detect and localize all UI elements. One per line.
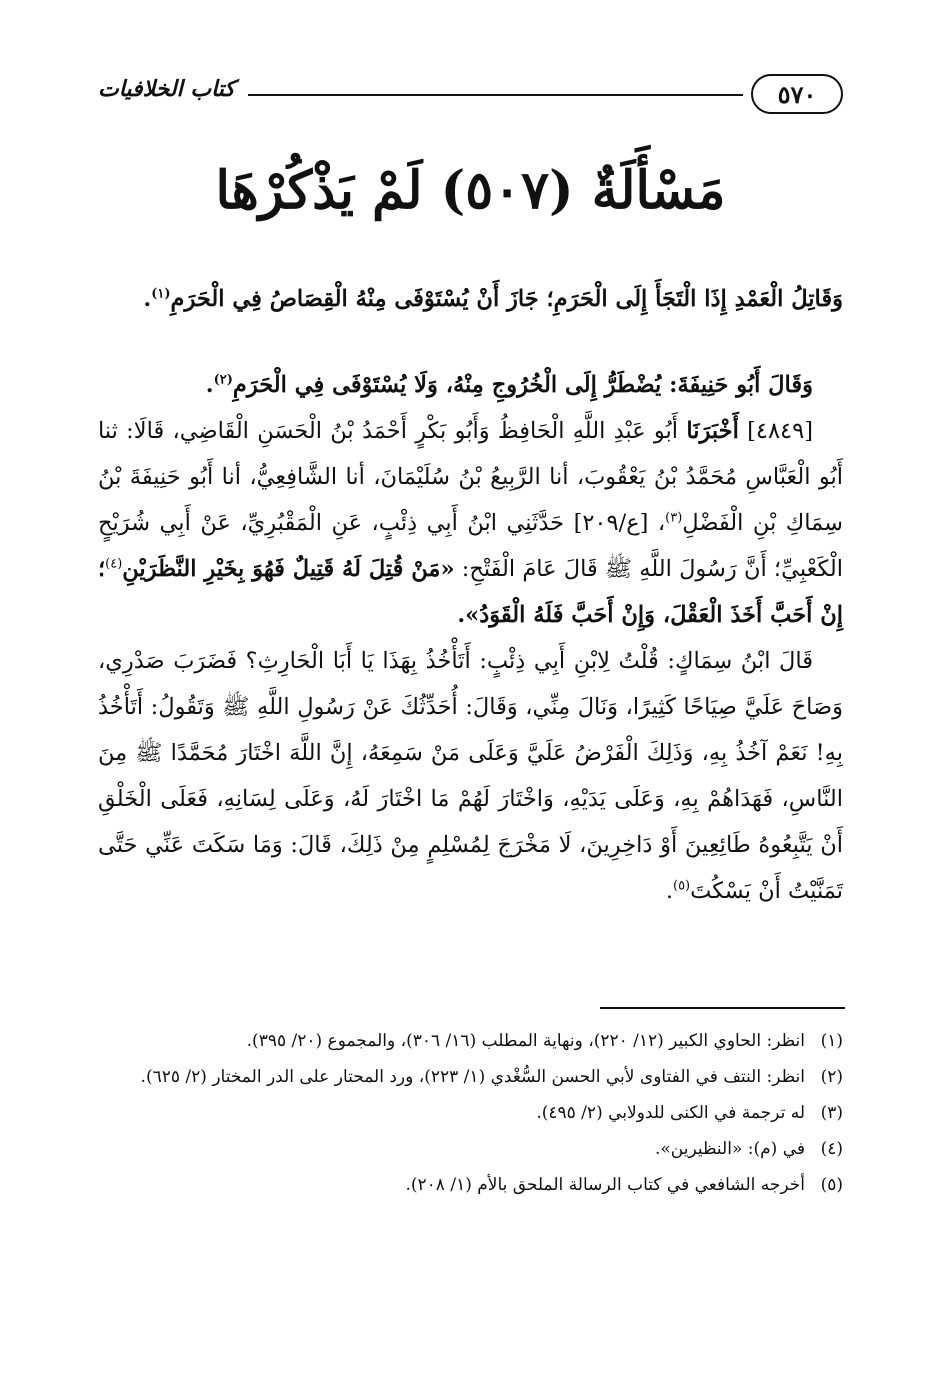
footnote-number: (١) [820,1031,843,1051]
footnote-item [98,1098,843,1129]
footnote-text: انظر: النتف في الفتاوى لأبي الحسن السُّغْدي (١/ ٢٢٣)، ورد المحتار على الدر المختار (٢/ ٦٢٥). [140,1067,805,1087]
footnote-text: أخرجه الشافعي في كتاب الرسالة الملحق بالأم (١/ ٢٠٨). [405,1175,805,1195]
isnad-part-1: أَبُو عَبْدِ اللَّهِ الْحَافِظُ وَأَبُو بَكْرٍ أَحْمَدُ بْنُ الْحَسَنِ الْقَاضِي، قَالَا: ثنا أَبُو الْعَبَّاسِ مُحَمَّدُ بْنُ يَعْقُوبَ، أنا الرَّبِيعُ بْنُ سُلَيْمَانَ، أنا الشَّافِعِيُّ، أنا أَبُو حَنِيفَةَ بْنُ سِمَاكِ بْنِ الْفَضْلِ [98,418,843,536]
footnote-number: (٤) [820,1139,843,1159]
footnote-divider [600,1007,845,1009]
footnote-number: (٢) [820,1067,843,1087]
footnote-number: (٣) [820,1103,843,1123]
narration-text: قَالَ ابْنُ سِمَاكٍ: قُلْتُ لِابْنِ أَبِي ذِئْبٍ: أَتَأْخُذُ بِهَذَا يَا أَبَا الْحَارِثِ؟ فَضَرَبَ صَدْرِي، وَصَاحَ عَلَيَّ صِيَاحًا كَثِيرًا، وَنَالَ مِنِّي، وَقَالَ: أُحَدِّثُكَ عَنْ رَسُولِ اللَّهِ ﷺ وَتَقُولُ: أَتَأْخُذُ بِهِ! نَعَمْ آخُذُ بِهِ، وَذَلِكَ الْفَرْضُ عَلَيَّ وَعَلَى مَنْ سَمِعَهُ، إِنَّ اللَّهَ اخْتَارَ مُحَمَّدًا ﷺ مِنَ النَّاسِ، فَهَدَاهُمْ بِهِ، وَعَلَى يَدَيْهِ، وَاخْتَارَ لَهُمْ مَا اخْتَارَ لَهُ، وَعَلَى لِسَانِهِ، فَعَلَى الْخَلْقِ أَنْ يَتَّبِعُوهُ طَائِعِينَ أَوْ دَاخِرِينَ، لَا مَخْرَجَ لِمُسْلِمٍ مِنْ ذَلِكَ، قَالَ: وَمَا سَكَتَ عَنِّي حَتَّى تَمَنَّيْتُ أَنْ يَسْكُتَ [98,648,843,904]
issue-statement [98,276,843,322]
chapter-title: مَسْأَلَةٌ (٥٠٧) لَمْ يَذْكُرْهَا [215,160,726,221]
page-number: ٥٧٠ [777,79,817,109]
main-text [98,276,843,914]
narration-end: . [665,878,673,904]
manuscript-ref: ، [ع/٢٠٩] [573,510,666,536]
issue-statement-end: . [143,286,152,312]
footnote-item [98,1134,843,1165]
abu-hanifa-end: . [205,372,214,398]
footnote-ref-4: (٤) [105,556,123,572]
book-title: كتاب الخلافيات [98,76,235,102]
isnad-part-2: حَدَّثَنِي ابْنُ أَبِي ذِئْبٍ، عَنِ الْمَقْبُرِيِّ، عَنْ أَبِي شُرَيْحٍ الْكَعْبِيِّ؛ أَنَّ رَسُولَ اللَّهِ ﷺ قَالَ عَامَ الْفَتْحِ: [98,510,844,582]
hadith-text: «مَنْ قُتِلَ لَهُ قَتِيلٌ فَهُوَ بِخَيْرِ النَّظَرَيْنِ [122,556,455,582]
hadith-paragraph [98,408,843,638]
footnote-ref-1: (١) [151,286,171,302]
page-number-badge [751,74,843,114]
footnote-text: في (م): «النظيرين». [655,1139,805,1159]
footnote-item [98,1062,843,1093]
paragraph-gap [98,322,843,362]
footnote-ref-2: (٢) [213,372,233,388]
footnote-text: انظر: الحاوي الكبير (١٢/ ٢٢٠)، ونهاية المطلب (١٦/ ٣٠٦)، والمجموع (٢٠/ ٣٩٥). [246,1031,805,1051]
footnotes [98,1026,843,1206]
header-divider [248,94,743,96]
hadith-text-end: ؛ إِنْ أَحَبَّ أَخَذَ الْعَقْلَ، وَإِنْ أَحَبَّ فَلَهُ الْقَوَدُ». [98,556,843,628]
akhbarana-word: أَخْبَرَنَا [686,418,739,444]
hadith-number: [٤٨٤٩] [747,418,814,444]
abu-hanifa-opinion [98,362,843,408]
footnote-ref-5: (٥) [672,878,691,894]
footnote-ref-3: (٣) [665,510,683,526]
footnote-item [98,1026,843,1057]
issue-statement-text: وَقَاتِلُ الْعَمْدِ إِذَا الْتَجَأَ إِلَى الْحَرَمِ؛ جَازَ أَنْ يُسْتَوْفَى مِنْهُ الْقِصَاصُ فِي الْحَرَمِ [170,286,843,312]
narration-paragraph [98,638,843,914]
footnote-item [98,1170,843,1201]
page-header [98,66,843,122]
footnote-number: (٥) [820,1175,843,1195]
abu-hanifa-text: وَقَالَ أَبُو حَنِيفَةَ: يُضْطَرُّ إِلَى الْخُرُوجِ مِنْهُ، وَلَا يُسْتَوْفَى فِي الْحَرَمِ [232,372,813,398]
footnote-text: له ترجمة في الكنى للدولابي (٢/ ٤٩٥). [536,1103,805,1123]
